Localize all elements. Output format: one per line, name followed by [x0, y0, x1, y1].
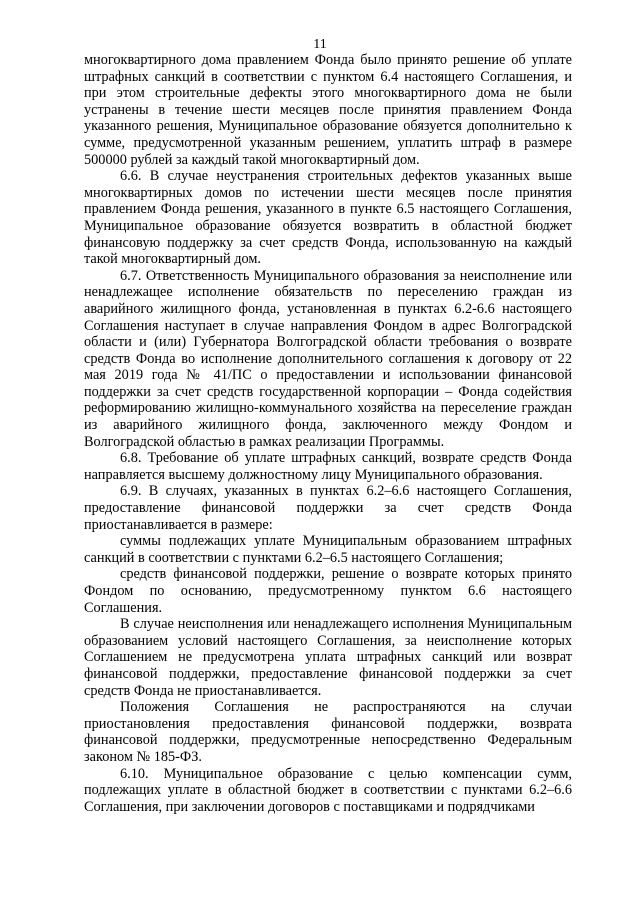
paragraph-6-9-support-funds: средств финансовой поддержки, решение о возврате которых принято Фондом по основанию, предусмотренному пунктом 6.6 настоящего Соглашения.	[84, 566, 572, 616]
paragraph-6-9-penalties: суммы подлежащих уплате Муниципальным образованием штрафных санкций в соответствии с пунктами 6.2–6.5 настоящего Соглашения;	[84, 533, 572, 566]
paragraph-non-suspension: В случае неисполнения или ненадлежащего исполнения Муниципальным образованием условий настоящего Соглашения, за неисполнение которых Соглашением не предусмотрена уплата штрафных санкций или возврат финансовой поддержки, предоставление финансовой поддержки за счет средств Фонда не приостанавливается.	[84, 616, 572, 699]
paragraph-6-6: 6.6. В случае неустранения строительных дефектов указанных выше многоквартирных домов по истечении шести месяцев после принятия правлением Фонда решения, указанного в пункте 6.5 настоящего Соглашения, Муниципальное образование обязуется возвратить в областной бюджет финансовую поддержку за счет средств Фонда, использованную на каждый такой многоквартирный дом.	[84, 168, 572, 268]
paragraph-6-7: 6.7. Ответственность Муниципального образования за неисполнение или ненадлежащее исполнение обязательств по переселению граждан из аварийного жилищного фонда, установленная в пунктах 6.2-6.6 настоящего Соглашения наступает в случае направления Фондом в адрес Волгоградской области и (или) Губернатора Волгоградской области требования о возврате средств Фонда во исполнение дополнительного соглашения к договору от 22 мая 2019 года № 41/ПС о предоставлении и использовании финансовой поддержки за счет средств государственной корпорации – Фонда содействия реформированию жилищно-коммунального хозяйства на переселение граждан из аварийного жилищного фонда, заключенного между Фондом и Волгоградской областью в рамках реализации Программы.	[84, 267, 572, 450]
page-number: 11	[313, 37, 327, 52]
paragraph-6-10: 6.10. Муниципальное образование с целью компенсации сумм, подлежащих уплате в областной бюджет в соответствии с пунктами 6.2–6.6 Соглашения, при заключении договоров с поставщиками и подрядчиками	[84, 765, 572, 815]
paragraph-6-8: 6.8. Требование об уплате штрафных санкций, возврате средств Фонда направляется высшему должностному лицу Муниципального образования.	[84, 450, 572, 483]
document-body	[84, 52, 572, 815]
paragraph-provisions-exception: Положения Соглашения не распространяются на случаи приостановления предоставления финансовой поддержки, возврата финансовой поддержки, предусмотренные непосредственно Федеральным законом № 185-ФЗ.	[84, 699, 572, 765]
paragraph-6-9: 6.9. В случаях, указанных в пунктах 6.2–6.6 настоящего Соглашения, предоставление финансовой поддержки за счет средств Фонда приостанавливается в размере:	[84, 483, 572, 533]
paragraph-continuation: многоквартирного дома правлением Фонда было принято решение об уплате штрафных санкций в соответствии с пунктом 6.4 настоящего Соглашения, и при этом строительные дефекты этого многоквартирного дома не были устранены в течение шести месяцев после принятия правлением Фонда указанного решения, Муниципальное образование обязуется дополнительно к сумме, предусмотренной указанным решением, уплатить штраф в размере 500000 рублей за каждый такой многоквартирный дом.	[84, 52, 572, 168]
